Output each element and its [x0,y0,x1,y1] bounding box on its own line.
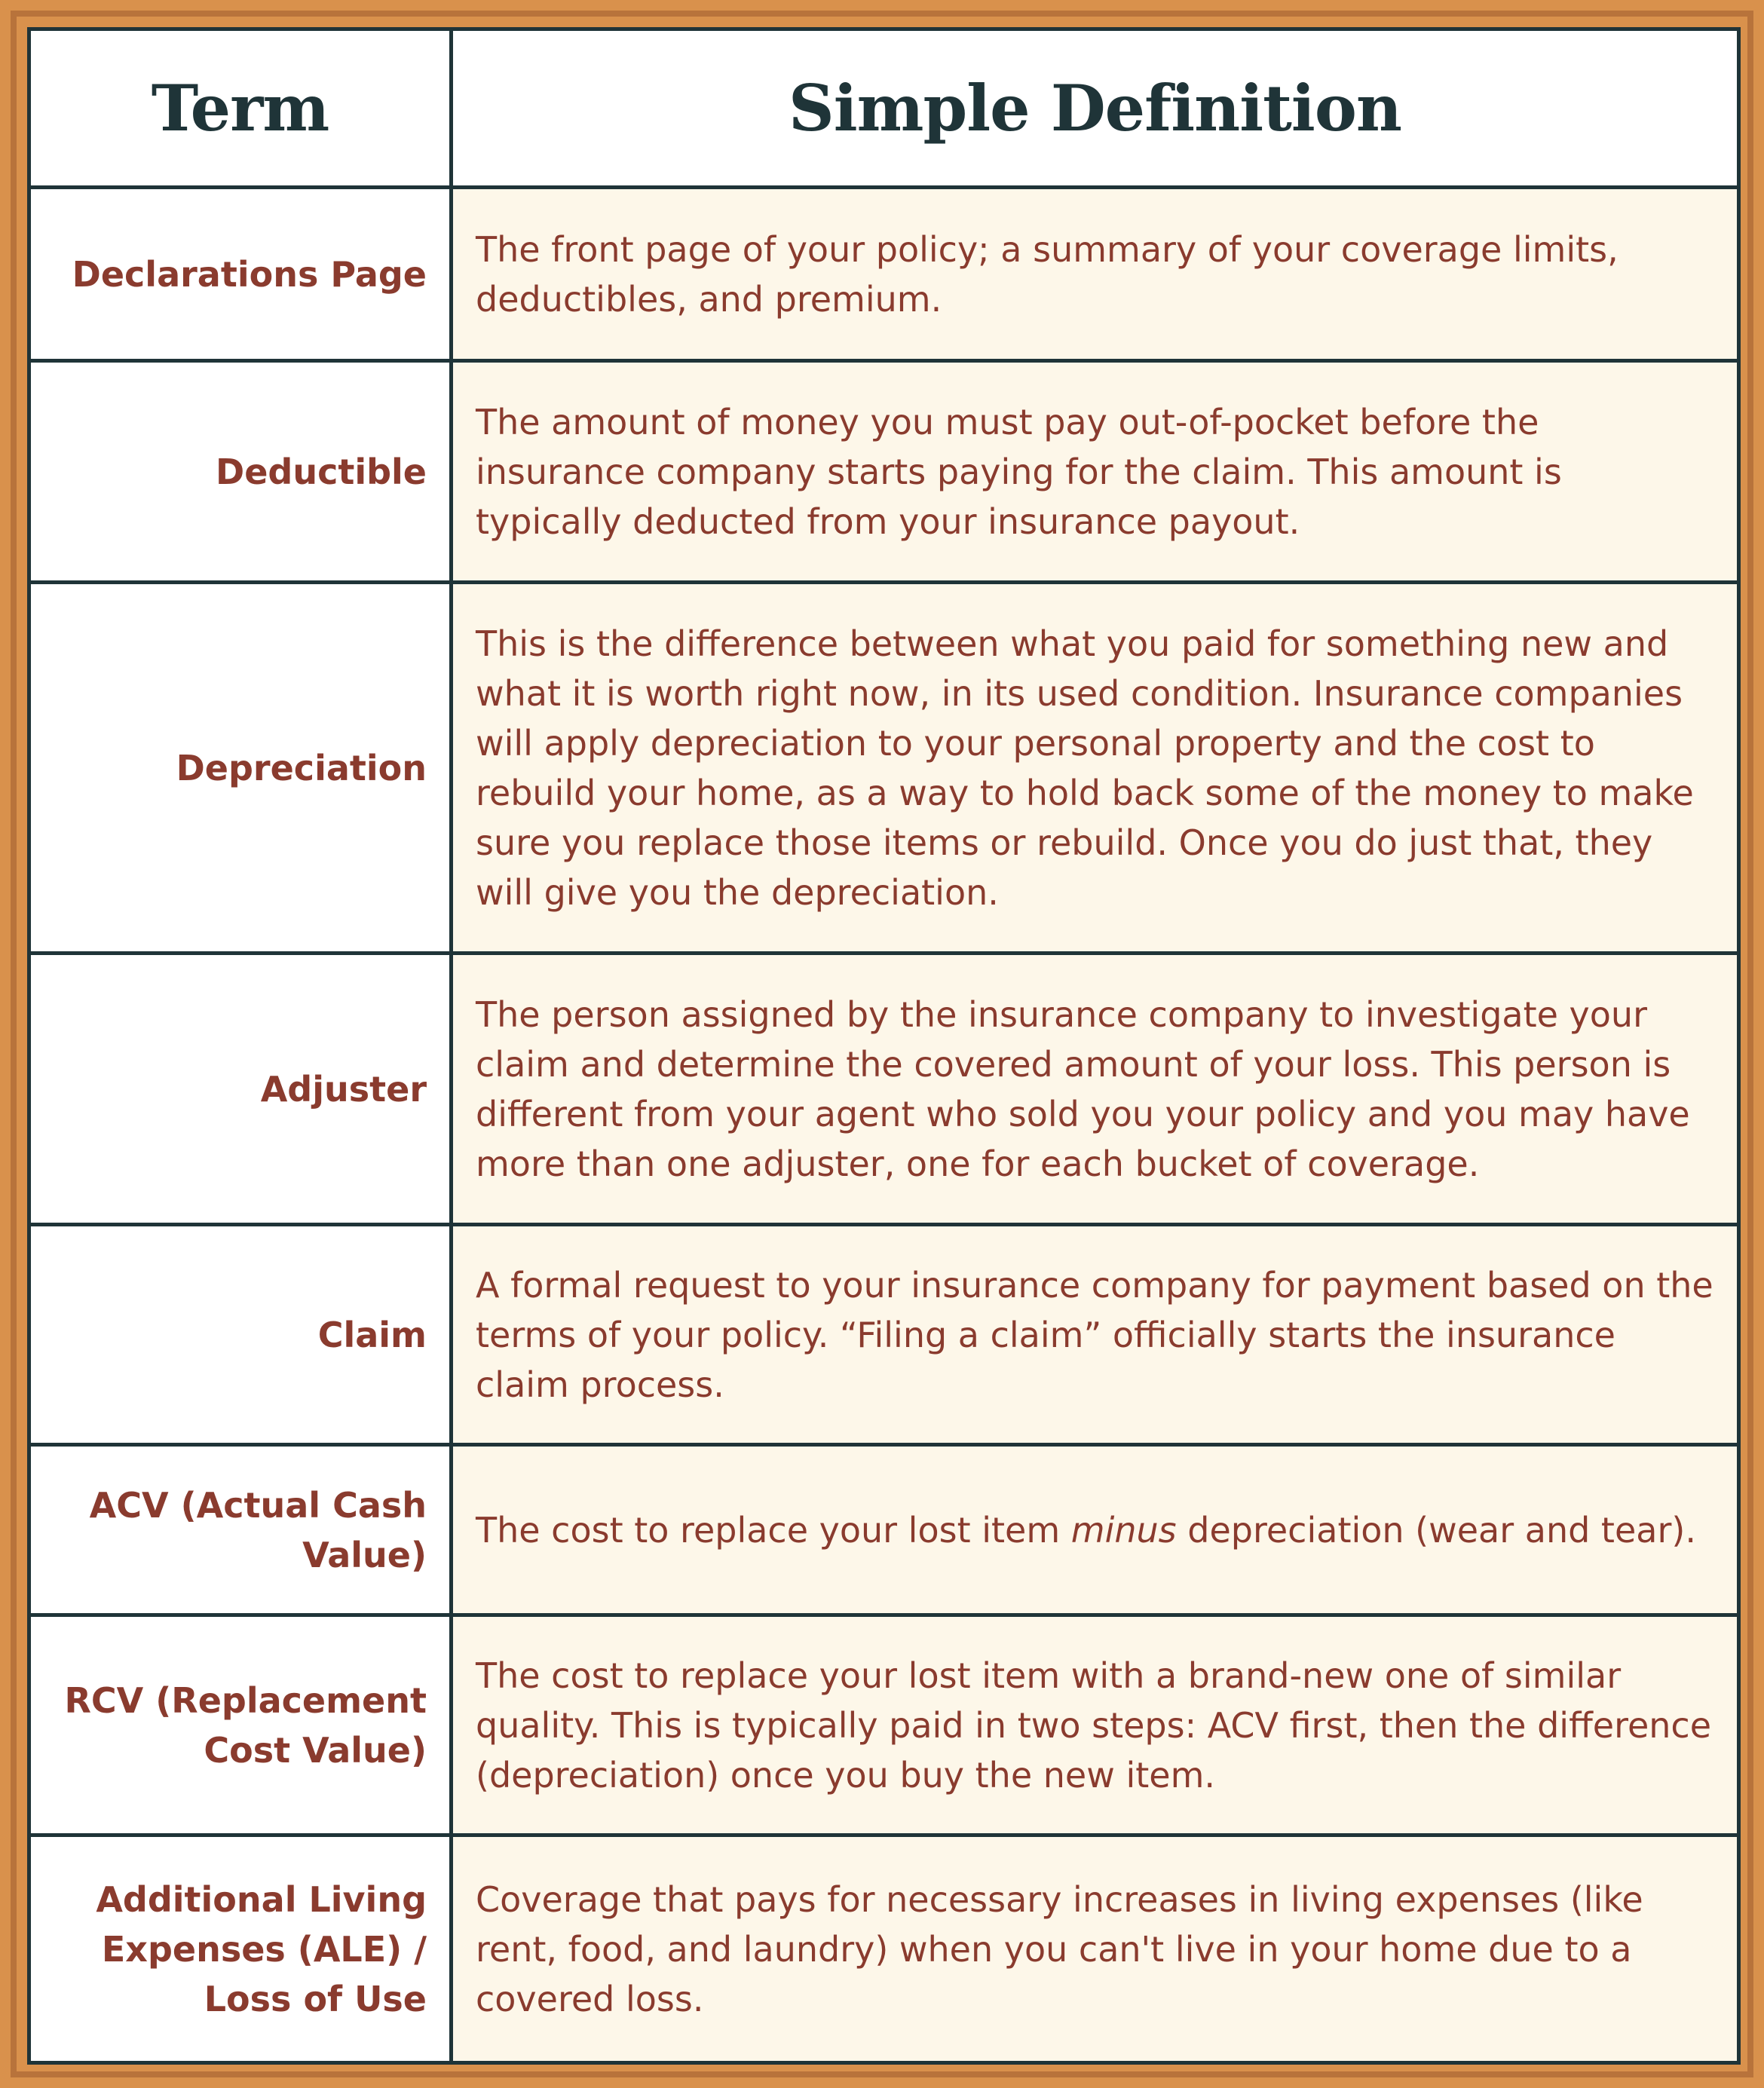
term-cell: Adjuster [29,954,452,1225]
table-row [29,188,1739,361]
header-term: Term [29,29,452,188]
header-row [29,29,1739,188]
table-row [29,1445,1739,1615]
glossary-table [27,27,1741,2065]
table-row [29,1615,1739,1835]
definition-cell: The person assigned by the insurance company to investigate your claim and determine the covered amount of your loss. This person is different from your agent who sold you your policy and you may have more than one adjuster, one for each bucket of coverage. [452,954,1739,1225]
term-cell: Declarations Page [29,188,452,361]
definition-emphasis: minus [1070,1509,1177,1551]
header-definition: Simple Definition [452,29,1739,188]
term-cell: Claim [29,1225,452,1445]
definition-cell: The amount of money you must pay out-of-pocket before the insurance company starts paying for the claim. This amount is typically deducted from your insurance payout. [452,361,1739,583]
table-row [29,954,1739,1225]
term-cell: Deductible [29,361,452,583]
term-cell: Depreciation [29,583,452,954]
definition-cell: A formal request to your insurance company for payment based on the terms of your policy. “Filing a claim” officially starts the insurance claim process. [452,1225,1739,1445]
definition-cell: Coverage that pays for necessary increases in living expenses (like rent, food, and laundry) when you can't live in your home due to a covered loss. [452,1835,1739,2063]
definition-text: depreciation (wear and tear). [1176,1509,1696,1551]
definition-text: The cost to replace your lost item [476,1509,1071,1551]
definition-cell: The cost to replace your lost item with a brand-new one of similar quality. This is typically paid in two steps: ACV first, then the difference (depreciation) once you buy the new item. [452,1615,1739,1835]
table-row [29,583,1739,954]
term-cell: ACV (Actual Cash Value) [29,1445,452,1615]
table-row [29,1225,1739,1445]
term-cell: RCV (Replacement Cost Value) [29,1615,452,1835]
definition-cell [452,1445,1739,1615]
table-row [29,361,1739,583]
definition-cell: The front page of your policy; a summary of your coverage limits, deductibles, and premium. [452,188,1739,361]
term-cell: Additional Living Expenses (ALE) / Loss of Use [29,1835,452,2063]
definition-cell: This is the difference between what you paid for something new and what it is worth right now, in its used condition. Insurance companies will apply depreciation to your personal property and the cost to rebuild your home, as a way to hold back some of the money to make sure you replace those items or rebuild. Once you do just that, they will give you the depreciation. [452,583,1739,954]
table-row [29,1835,1739,2063]
